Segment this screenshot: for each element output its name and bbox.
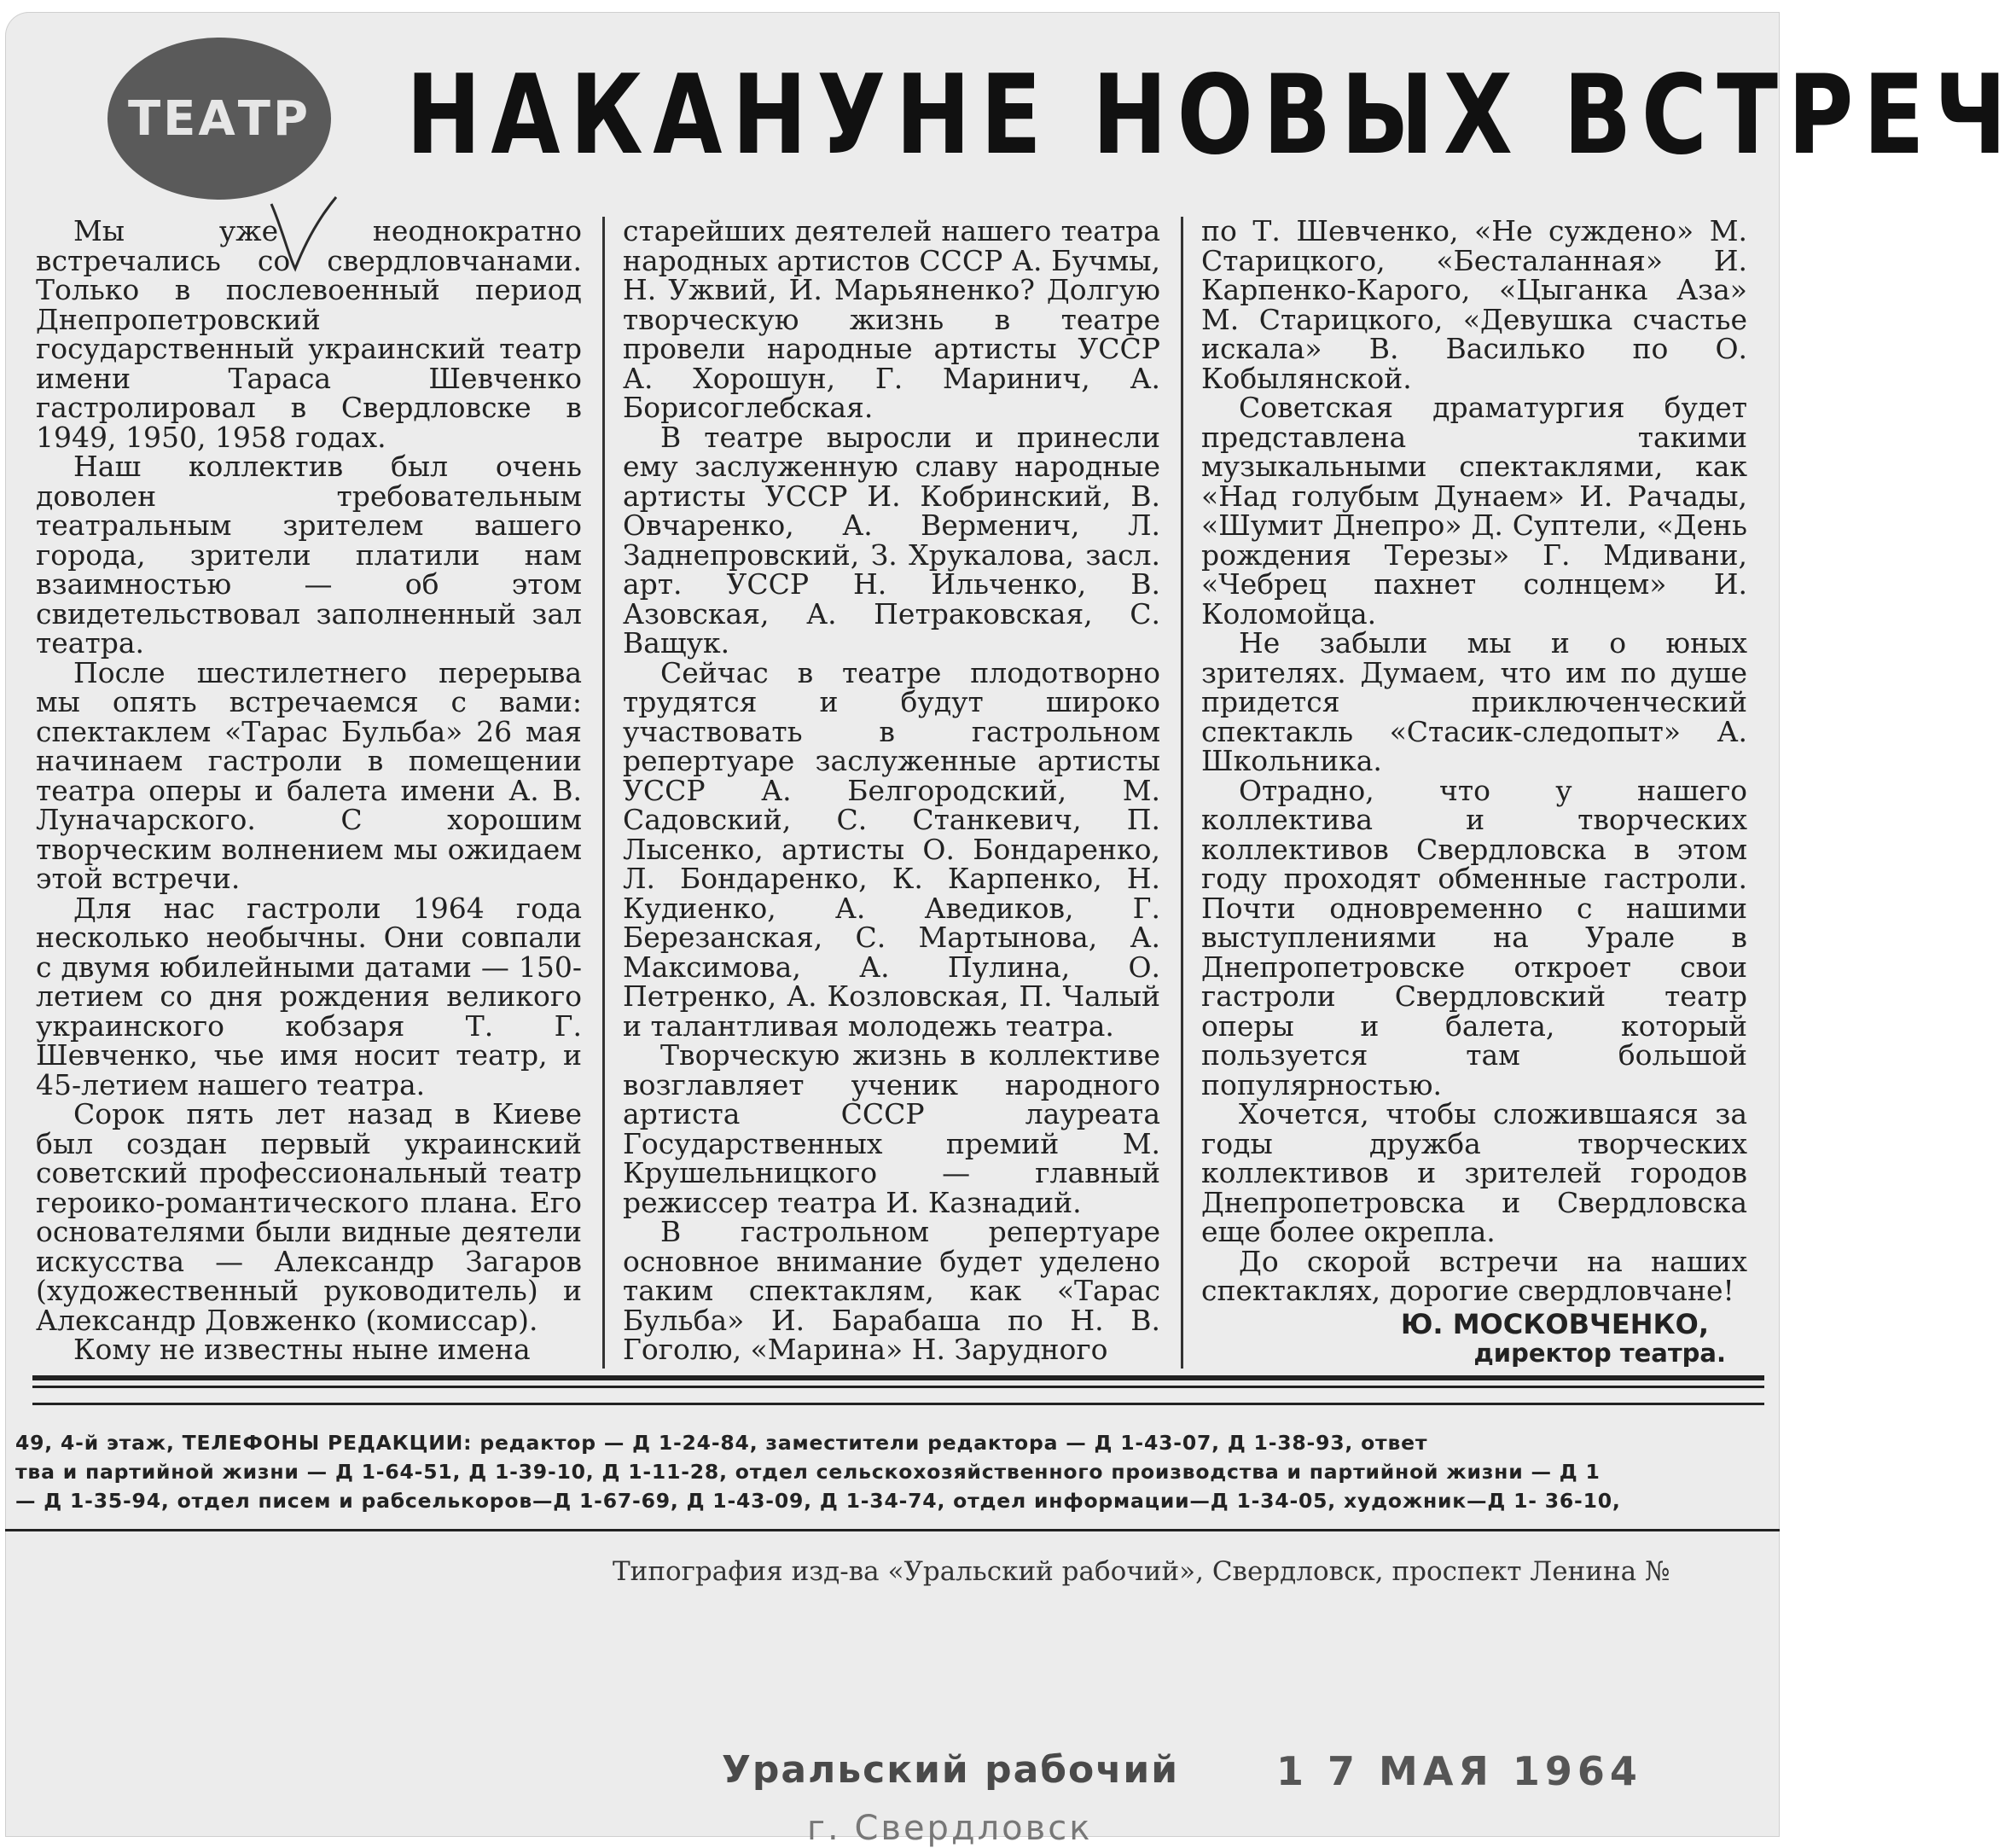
article-column-1 — [36, 214, 582, 1366]
signature — [1201, 1307, 1747, 1369]
rule-thin — [32, 1403, 1764, 1405]
paragraph: Наш коллектив был очень доволен требовательным театральным зрителем вашего города, зрители платили нам взаимностью — об этом свидетельствовал заполненный зал театра. — [36, 450, 582, 660]
contacts-line: тва и партийной жизни — Д 1-64-51, Д 1-39-10, Д 1-11-28, отдел сельскохозяйственного производства и партийной жизни — Д 1 — [15, 1460, 1601, 1484]
section-badge — [107, 38, 331, 200]
paragraph: Творческую жизнь в коллективе возглавляет ученик народного артиста СССР лауреата Государственных премий М. Крушельницкого — главный режиссер театра И. Казнадий. — [623, 1038, 1160, 1219]
section-badge-label: ТЕАТР — [127, 90, 311, 147]
paragraph: Хочется, чтобы сложившаяся за годы дружба творческих коллективов и зрителей городов Днепропетровска и Свердловска еще более окрепла. — [1201, 1097, 1747, 1248]
contacts-line: — Д 1-35-94, отдел писем и рабселькоров—Д 1-67-69, Д 1-43-09, Д 1-34-74, отдел информации—Д 1-34-05, художник—Д 1- 36-10, — [15, 1489, 1621, 1513]
paragraph: Сейчас в театре плодотворно трудятся и будут широко участвовать в гастрольном репертуаре заслуженные артисты УССР А. Белгородский, М. Садовский, С. Станкевич, П. Лысенко, артисты О. Бондаренко, Л. Бондаренко, К. Карпенко, Н. Кудиенко, А. Аведиков, Г. Березанская, С. Мартынова, А. Максимова, А. Пулина, О. Петренко, А. Козловская, П. Чалый и талантливая молодежь театра. — [623, 655, 1160, 1043]
paragraph: Мы уже неоднократно встречались со свердловчанами. Только в послевоенный период Днепропетровский государственный украинский театр имени Тараса Шевченко гастролировал в Свердловске в 1949, 1950, 1958 годах. — [36, 214, 582, 454]
paragraph: Сорок пять лет назад в Киеве был создан первый украинский советский профессиональный театр героико-романтического плана. Его основателями были видные деятели искусства — Александр Загаров (художественный руководитель) и Александр Довженко (комиссар). — [36, 1097, 582, 1337]
paragraph: Для нас гастроли 1964 года несколько необычны. Они совпали с двумя юбилейными датами — 150-летием со дня рождения великого украинского кобзаря Т. Г. Шевченко, чье имя носит театр, и 45-летием нашего театра. — [36, 891, 582, 1101]
stamp-newspaper-name: Уральский рабочий — [722, 1748, 1180, 1792]
signature-role: директор театра. — [1473, 1339, 1726, 1368]
stamp-date: 1 7 МАЯ 1964 — [1276, 1748, 1642, 1794]
newspaper-clipping — [5, 12, 2016, 1848]
signature-name: Ю. МОСКОВЧЕНКО, — [1400, 1307, 1709, 1340]
rule-thin — [32, 1386, 1764, 1388]
paragraph: старейших деятелей нашего театра народных артистов СССР А. Бучмы, Н. Ужвий, И. Марьяненко? Долгую творческую жизнь в театре провели народные артисты УССР А. Хорошун, Г. Маринич, А. Борисоглебская. — [623, 214, 1160, 424]
paragraph: по Т. Шевченко, «Не суждено» М. Старицкого, «Бесталанная» И. Карпенко-Карого, «Цыганка Аза» М. Старицкого, «Девушка счастье искала» В. Василько по О. Кобылянской. — [1201, 214, 1747, 395]
paragraph: После шестилетнего перерыва мы опять встречаемся с вами: спектаклем «Тарас Бульба» 26 мая начинаем гастроли в помещении театра оперы и балета имени А. В. Луначарского. С хорошим творческим волнением мы ожидаем этой встречи. — [36, 655, 582, 895]
paragraph: Кому не известны ныне имена — [73, 1333, 531, 1366]
article-column-2 — [623, 214, 1160, 1366]
contacts-line: 49, 4-й этаж, ТЕЛЕФОНЫ РЕДАКЦИИ: редактор — Д 1-24-84, заместители редактора — Д 1-43-07, Д 1-38-93, ответ — [15, 1431, 1428, 1455]
paragraph: В гастрольном репертуаре основное внимание будет уделено таким спектаклям, как «Тарас Бульба» И. Барабаша по Н. В. Гоголю, «Марина» Н. Зарудного — [623, 1215, 1160, 1366]
paragraph: Советская драматургия будет представлена такими музыкальными спектаклями, как «Над голубым Дунаем» И. Рачады, «Шумит Днепро» Д. Суптели, «День рождения Терезы» Г. Мдивани, «Чебрец пахнет солнцем» И. Коломойца. — [1201, 391, 1747, 631]
headline: НАКАНУНЕ НОВЫХ ВСТРЕЧ — [406, 52, 2016, 179]
editorial-contacts — [5, 1428, 1797, 1515]
stamp-city: г. Свердловск — [807, 1809, 1093, 1848]
paragraph: До скорой встречи на наших спектаклях, дорогие свердловчане! — [1201, 1244, 1747, 1307]
paragraph: Отрадно, что у нашего коллектива и творческих коллективов Свердловска в этом году проходят обменные гастроли. Почти одновременно с нашими выступлениями на Урале в Днепропетровске откроет свои гастроли Свердловский театр оперы и балета, который пользуется там большой популярностью. — [1201, 773, 1747, 1101]
paragraph: Не забыли мы и о юных зрителях. Думаем, что им по душе придется приключенческий спектакль «Стасик-следопыт» А. Школьника. — [1201, 626, 1747, 777]
column-divider — [602, 217, 605, 1369]
paragraph: В театре выросли и принесли ему заслуженную славу народные артисты УССР И. Кобринский, В. Овчаренко, А. Верменич, Л. Заднепровский, З. Хрукалова, засл. арт. УССР Н. Ильченко, В. Азовская, А. Петраковская, С. Ващук. — [623, 420, 1160, 660]
rule-thin — [5, 1529, 1780, 1531]
article-column-3 — [1201, 214, 1747, 1369]
printing-house-line: Типография изд-ва «Уральский рабочий», Свердловск, проспект Ленина № — [613, 1556, 1670, 1587]
rule-thick — [32, 1375, 1764, 1380]
column-divider — [1181, 217, 1183, 1369]
